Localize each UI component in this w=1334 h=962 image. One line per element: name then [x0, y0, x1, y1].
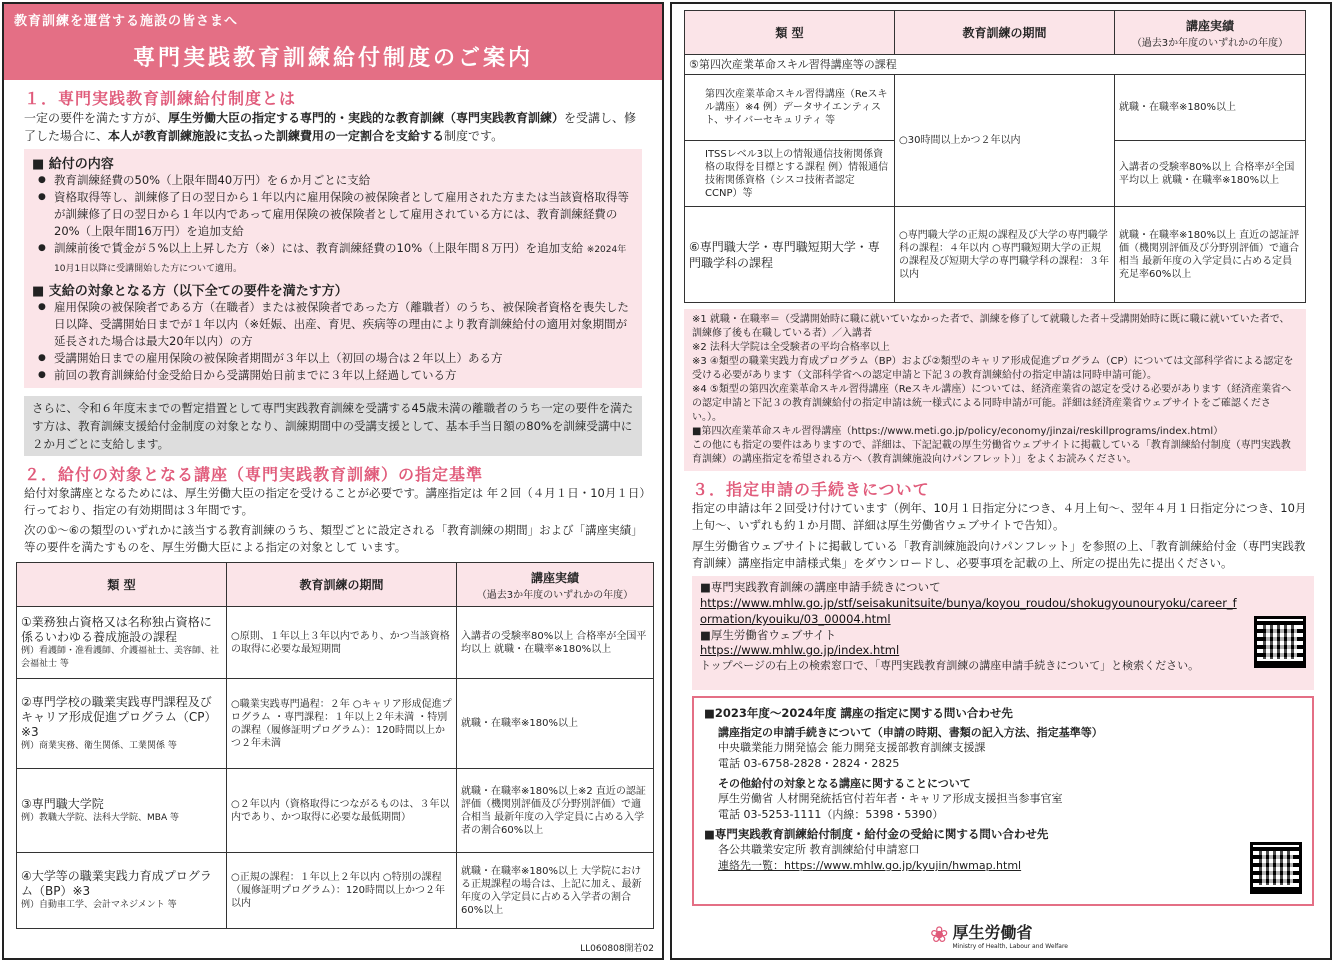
target-heading: ■ 支給の対象となる方（以下全ての要件を満たす方） [32, 284, 348, 299]
contact1-heading: 講座指定の申請手続きについて（申請の時期、書類の記入方法、指定基準等） [718, 726, 1103, 739]
qr-code-icon [1254, 616, 1306, 668]
type-label: ④大学等の職業実践力育成プログラム（BP）※3 [21, 869, 212, 898]
note-item: ※3 ④類型の職業実践力育成プログラム（BP）および②類型のキャリア形成促進プログラム（CP）については文部科学省による認定を受ける必要があります（文部科学省への認定申請と下記３の教育訓練給付の指定申請は同時申請可能）。 [692, 356, 1294, 381]
section3-p2: 厚生労働省ウェブサイトに掲載している「教育訓練施設向けパンフレット」を参照の上、「教育訓練給付金（専門実践教育訓練）講座指定申請様式集」をダウンロードし、必要事項を記載の上、所定の提出先に提出ください。 [692, 539, 1306, 570]
table-row [17, 769, 654, 853]
mhlw-logo [930, 920, 1068, 950]
benefit-note: ※2024年10月1日以降に受講開始した方について適用。 [54, 245, 627, 274]
type-example: 例）商業実務、衛生関係、工業関係 等 [21, 740, 177, 751]
support-note: さらに、令和６年度末までの暫定措置として専門実践教育訓練を受講する45歳未満の離職者のうち一定の要件を満たす方は、教育訓練支援給付金制度の対象となり、訓練期間中の受講支援として、基本手当日額の80%を訓練受講中に２か月ごとに支給します。 [24, 396, 642, 456]
intro-text: 一定の要件を満たす方が、 [24, 111, 169, 125]
row5a-type: 第四次産業革命スキル習得講座（Reスキル講座）※4 例）データサイエンティスト、サイバーセキュリティ 等 [685, 75, 895, 141]
note-item: ※4 ⑤類型の第四次産業革命スキル習得講座（Reスキル講座）については、経済産業省の認定を受ける必要があります（経済産業省への認定申請と下記３の教育訓練給付の指定申請は統一様式による同時申請が可能。詳細は経済産業省ウェブサイトをご確認ください。）。 [692, 384, 1292, 423]
col-result-label: 講座実績 [1185, 18, 1234, 33]
row5b-type: ITSSレベル3以上の情報通信技術関係資格の取得を目標とする課程 例）情報通信技術関係資格（シスコ技術者認定 CCNP）等 [685, 141, 895, 207]
row-result: 就職・在職率※180%以上 大学院における正規課程の場合は、上記に加え、最新年度の入学定員に占める入学者の割合60%以上 [457, 853, 654, 929]
criteria-table [16, 562, 654, 929]
section2-p2: 次の①～⑥の類型のいずれかに該当する教育訓練のうち、類型ごとに設定される「教育訓練の期間」および「講座実績」等の要件を満たすものを、厚生労働大臣による指定の対象として います。 [24, 523, 643, 554]
contact2-phone: 電話 03-5253-1111（内線：5398・5390） [718, 808, 944, 821]
note-item: ■第四次産業革命スキル習得講座（https://www.meti.go.jp/policy/economy/jinzai/reskillprograms/index.html） [692, 426, 1224, 437]
type-example: 例）教職大学院、法科大学院、MBA 等 [21, 812, 179, 823]
col-period: 教育訓練の期間 [895, 11, 1115, 55]
section2-p1: 給付対象講座となるためには、厚生労働大臣の指定を受けることが必要です。講座指定は 年２回（４月１日・10月１日）行っており、指定の有効期間は３年間です。 [24, 486, 646, 517]
col-result [1115, 11, 1306, 55]
intro-bold: 厚生労働大臣の指定する専門的・実践的な教育訓練（専門実践教育訓練） [168, 111, 565, 125]
logo-icon: ❀ [930, 922, 949, 948]
benefit-item: ● 教育訓練経費の50%（上限年間40万円）を６か月ごとに支給 [32, 172, 634, 189]
section1-title: １．専門実践教育訓練給付制度とは [24, 89, 297, 108]
row5b-result: 入講者の受験率80%以上 合格率が全国平均以上 就職・在職率※180%以上 [1115, 141, 1306, 207]
row-period: ○２年以内（資格取得につながるものは、３年以内であり、かつ取得に必要な最低期間） [227, 769, 457, 853]
row6-type: ⑥専門職大学・専門職短期大学・専門職学科の課程 [685, 207, 895, 303]
intro-text: を受講し、修了した場合に、 [24, 111, 637, 143]
contact3-heading: ■専門実践教育訓練給付制度・給付金の受給に関する問い合わせ先 [704, 827, 1049, 841]
header-banner [4, 4, 662, 80]
table-row [17, 853, 654, 929]
benefit-heading: ■ 給付の内容 [32, 157, 114, 172]
left-page [2, 2, 664, 960]
section2-title: ２．給付の対象となる講座（専門実践教育訓練）の指定基準 [24, 465, 484, 484]
type-example: 例）自動車工学、会計マネジメント 等 [21, 900, 177, 910]
contact-title: ■2023年度～2024年度 講座の指定に関する問い合わせ先 [704, 706, 1013, 720]
benefit-item [32, 240, 634, 278]
target-item: ● 前回の教育訓練給付金受給日から受講開始日前までに３年以上経過している方 [32, 367, 634, 384]
col-period: 教育訓練の期間 [227, 563, 457, 607]
row-type [17, 607, 227, 679]
logo-text: 厚生労働省 [952, 923, 1033, 942]
link-heading-2: ■厚生労働省ウェブサイト [700, 628, 837, 642]
col-type: 類 型 [685, 11, 895, 55]
table-row [17, 607, 654, 679]
type-label: ③専門職大学院 [21, 796, 104, 811]
procedure-link[interactable]: https://www.mhlw.go.jp/stf/seisakunitsuite/bunya/koyou_roudou/shokugyounouryoku/career_formation/kyouiku/03_00004.html [700, 596, 1237, 626]
type-label: ①業務独占資格又は名称独占資格に係るいわゆる養成施設の課程 [21, 614, 212, 644]
col-result-sub: （過去3か年度のいずれかの年度） [476, 589, 634, 601]
logo-text-group [952, 920, 1068, 950]
notes-box [684, 309, 1306, 471]
contact1-org: 中央職業能力開発協会 能力開発支援部教育訓練支援課 [718, 741, 986, 754]
row6-result: 就職・在職率※180%以上 直近の認証評価（機関別評価及び分野別評価）で適合相当 最新年度の入学定員に占める定員充足率60%以上 [1115, 207, 1306, 303]
row-result: 就職・在職率※180%以上 [457, 679, 654, 769]
contact2-heading: その他給付の対象となる講座に関することについて [718, 777, 971, 790]
doc-code: LL060808開若02 [580, 944, 654, 954]
criteria-table-2 [684, 10, 1306, 303]
row5a-result: 就職・在職率※180%以上 [1115, 75, 1306, 141]
qr-code-icon [1250, 842, 1302, 894]
col-result [457, 563, 654, 607]
row6-period: ○専門職大学の正規の課程及び大学の専門職学科の課程：４年以内 ○専門職短期大学の正規の課程及び短期大学の専門職学科の課程：３年以内 [895, 207, 1115, 303]
col-result-sub: （過去3か年度のいずれかの年度） [1131, 37, 1289, 49]
intro-text: 制度です。 [444, 129, 504, 143]
contact-box [692, 696, 1314, 906]
criteria-table2-wrap [672, 4, 1330, 303]
target-item: ● 雇用保険の被保険者である方（在職者）または被保険者であった方（離職者）のうち、被保険者資格を喪失した日以降、受講開始日までが１年以内（※妊娠、出産、育児、疾病等の理由により教育訓練給付の適用対象期間が延長された場合は最大20年以内）の方 [32, 299, 634, 350]
note-item: この他にも指定の要件はありますので、詳細は、下記記載の厚生労働省ウェブサイトに掲載している「教育訓練給付制度（専門実践教育訓練）の講座指定を希望される方へ（教育訓練施設向けパンフレット）」をよくお読みください。 [692, 440, 1291, 465]
search-note: トップページの右上の検索窓口で、「専門実践教育訓練の講座申請手続きについて」と検索ください。 [700, 659, 1200, 672]
contact1-phone: 電話 03-6758-2828・2824・2825 [718, 757, 900, 770]
row-type [17, 769, 227, 853]
note-item: ※1 就職・在職率＝（受講開始時に職に就いていなかった者で、訓練を修了して就職した者＋受講開始時に既に職に就いていた者で、訓練修了後も在職している者）／入講者 [692, 314, 1290, 339]
row5-period: ○30時間以上かつ２年以内 [895, 75, 1115, 207]
logo-text-en: Ministry of Health, Labour and Welfare [952, 943, 1068, 950]
row-period: ○職業実践専門過程：２年 ○キャリア形成促進プログラム ・専門課程：１年以上２年未満 ・特別の課程（履修証明プログラム）：120時間以上かつ２年未満 [227, 679, 457, 769]
row-period: ○原則、１年以上３年以内であり、かつ当該資格の取得に必要な最短期間 [227, 607, 457, 679]
page-title: 専門実践教育訓練給付制度のご案内 [132, 46, 533, 71]
section3-title: ３．指定申請の手続きについて [692, 480, 930, 499]
criteria-table-wrap [4, 556, 662, 929]
type-label: ②専門学校の職業実践専門課程及びキャリア形成促進プログラム（CP）※3 [21, 694, 217, 739]
right-page [670, 2, 1332, 960]
row5-heading: ⑤第四次産業革命スキル習得講座等の課程 [685, 55, 1306, 75]
row-result: 就職・在職率※180%以上※2 直近の認証評価（機関別評価及び分野別評価）で適合相当 最新年度の入学定員に占める入学者の割合60%以上 [457, 769, 654, 853]
section3-p1: 指定の申請は年２回受け付けています（例年、10月１日指定分につき、４月上旬～、翌年４月１日指定分につき、10月上旬～、いずれも約１か月間、詳細は厚生労働省ウェブサイトで告知）。 [692, 501, 1307, 532]
header-subtitle: 教育訓練を運営する施設の皆さまへ [14, 14, 239, 29]
links-box [692, 576, 1314, 690]
table-row [685, 75, 1306, 141]
note-item: ※2 法科大学院は全受験者の平均合格率以上 [692, 342, 890, 353]
benefit-item: ● 資格取得等し、訓練修了日の翌日から１年以内に雇用保険の被保険者として雇用された方または当該資格取得等が訓練修了日の翌日から１年以内であって雇用保険の被保険者として雇用されている方には、教育訓練経費の20%（上限年間16万円）を追加支給 [32, 189, 634, 240]
hellowork-link[interactable]: 連絡先一覧：https://www.mhlw.go.jp/kyujin/hwmap.html [718, 859, 1022, 872]
target-item: ● 受講開始日までの雇用保険の被保険者期間が３年以上（初回の場合は２年以上）ある方 [32, 350, 634, 367]
intro-bold: 本人が教育訓練施設に支払った訓練費用の一定割合を支給する [108, 129, 445, 143]
link-heading: ■専門実践教育訓練の講座申請手続きについて [700, 580, 941, 594]
row-period: ○正規の課程：１年以上２年以内 ○特別の課程（履修証明プログラム）：120時間以上かつ２年以内 [227, 853, 457, 929]
row-type [17, 679, 227, 769]
benefit-box [24, 149, 642, 388]
contact3-org: 各公共職業安定所 教育訓練給付申請窓口 [718, 843, 920, 856]
section1-intro [4, 109, 662, 145]
col-type: 類 型 [17, 563, 227, 607]
table-row [17, 679, 654, 769]
row-result: 入講者の受験率80%以上 合格率が全国平均以上 就職・在職率※180%以上 [457, 607, 654, 679]
col-result-label: 講座実績 [530, 570, 579, 585]
benefit-text: 訓練前後で賃金が５%以上上昇した方（※）には、教育訓練経費の10%（上限年間８万円）を追加支給 [54, 241, 584, 255]
mhlw-link[interactable]: https://www.mhlw.go.jp/index.html [700, 643, 900, 657]
table-row [685, 207, 1306, 303]
row-type [17, 853, 227, 929]
contact2-org: 厚生労働省 人材開発統括官付若年者・キャリア形成支援担当参事官室 [718, 792, 1063, 805]
type-example: 例）看護師・准看護師、介護福祉士、美容師、社会福祉士 等 [21, 645, 220, 669]
